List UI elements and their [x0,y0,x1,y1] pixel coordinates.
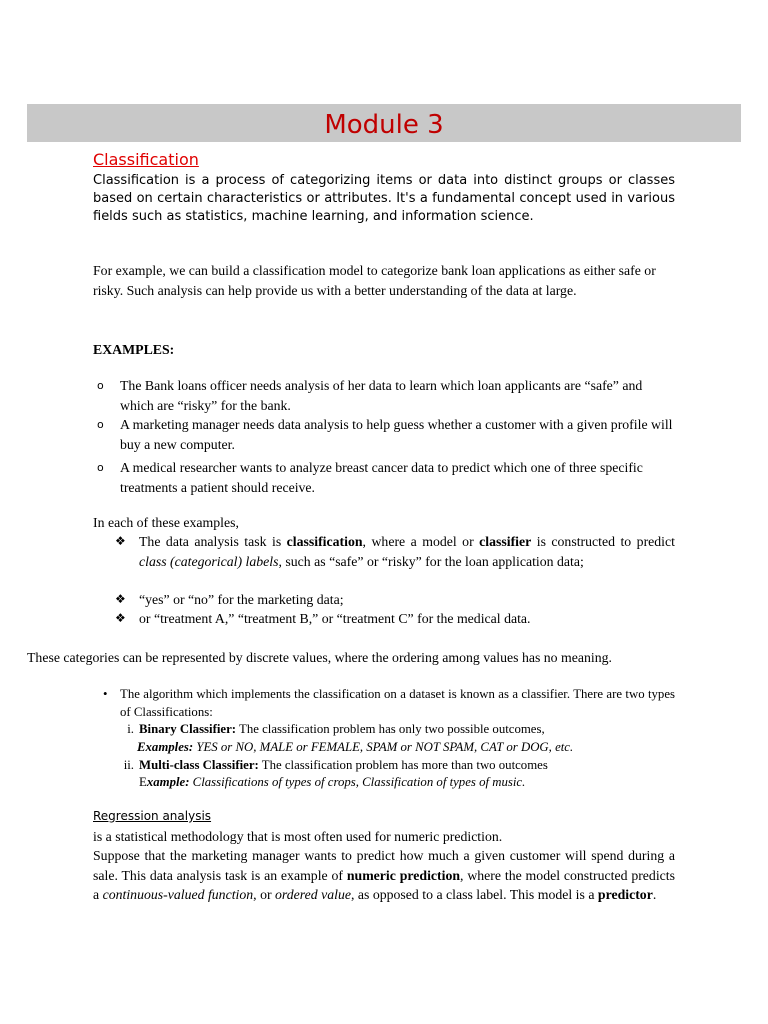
roman-numeral: ii. [123,758,134,772]
diamond-text: or “treatment A,” “treatment B,” or “treatment C” for the medical data. [139,611,531,626]
classifier-type-text: Multi-class Classifier: The classification problem has more than two outcomes [139,758,548,772]
diamond-item [115,590,675,610]
example-text: The Bank loans officer needs analysis of her data to learn which loan applicants are “safe” and which are “risky” for the bank. [120,378,643,413]
diamond-text: The data analysis task is classification, where a model or classifier is constructed to predict class (categorical) labels, such as “safe” or “risky” for the loan application data; [139,534,675,569]
diamond-bullet-icon: ❖ [115,611,126,625]
algorithm-item [103,686,675,721]
regression-paragraph: Suppose that the marketing manager wants to predict how much a given customer will spend during a sale. This data analysis task is an example of numeric prediction, where the model constructed predicts a continuous-valued function, or ordered value, as opposed to a class label. This model is a predictor. [93,848,675,902]
classifier-type-item [110,757,675,775]
bullet-marker: o [97,418,104,431]
dot-bullet-icon: • [103,687,108,701]
categories-paragraph: These categories can be represented by discrete values, where the ordering among values has no meaning. [27,650,612,665]
classification-intro: Classification is a process of categorizing items or data into distinct groups or classes based on certain characteristics or attributes. It's a fundamental concept used in various fields such as statistics, machine learning, and information science. [93,173,675,224]
example-item [93,415,675,454]
diamond-bullet-icon: ❖ [115,534,126,548]
bullet-marker: o [97,461,104,474]
diamond-text: “yes” or “no” for the marketing data; [139,592,344,607]
examples-heading: EXAMPLES: [93,342,175,357]
example-item [93,458,675,497]
regression-heading: Regression analysis [93,809,212,823]
example-item [93,376,675,415]
example-text: A medical researcher wants to analyze breast cancer data to predict which one of three specific treatments a patient should receive. [120,460,643,495]
classifier-examples: Examples: YES or NO, MALE or FEMALE, SPAM or NOT SPAM, CAT or DOG, etc. [137,740,574,754]
module-title-banner [27,104,741,142]
classifier-type-text: Binary Classifier: The classification problem has only two possible outcomes, [139,722,545,736]
roman-numeral: i. [127,722,134,736]
diamond-bullet-icon: ❖ [115,592,126,606]
example-paragraph: For example, we can build a classification model to categorize bank loan applications as either safe or risky. Such analysis can help provide us with a better understanding of the data at large. [93,263,656,298]
algorithm-text: The algorithm which implements the classification on a dataset is known as a classifier. There are two types of Classifications: [120,687,675,719]
module-title: Module 3 [324,110,444,140]
diamond-item [115,532,675,571]
classifier-type-item [110,721,675,739]
classifier-examples: Example: Classifications of types of crops, Classification of types of music. [139,775,526,789]
diamond-item [115,609,675,629]
regression-definition: is a statistical methodology that is most often used for numeric prediction. [93,829,503,844]
example-text: A marketing manager needs data analysis to help guess whether a customer with a given profile will buy a new computer. [120,417,673,452]
classification-heading: Classification [93,150,199,169]
in-each-text: In each of these examples, [93,515,239,530]
bullet-marker: o [97,379,104,392]
